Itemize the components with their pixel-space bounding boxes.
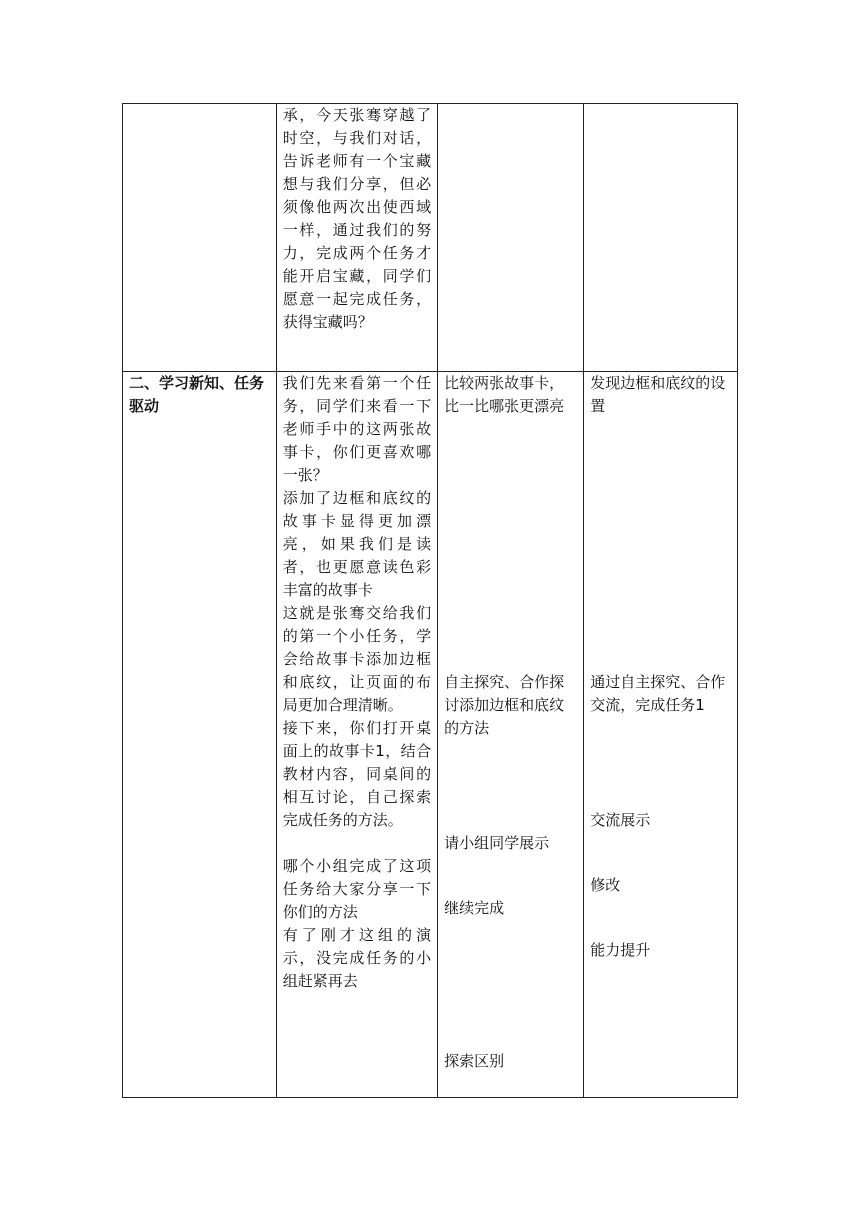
table-row bbox=[123, 104, 738, 372]
teacher-paragraph: 哪个小组完成了这项任务给大家分享一下你们的方法 bbox=[282, 857, 432, 921]
teacher-paragraph: 我们先来看第一个任务，同学们来看一下老师手中的这两张故事卡，你们更喜欢哪一张？ bbox=[282, 374, 432, 484]
lesson-plan-table bbox=[122, 103, 738, 1098]
stage-cell bbox=[123, 372, 277, 1098]
stage-cell bbox=[123, 104, 277, 372]
blank-space bbox=[444, 855, 577, 897]
blank-space bbox=[590, 418, 731, 671]
intent-paragraph: 修改 bbox=[590, 876, 621, 894]
student-activity-cell bbox=[438, 104, 584, 372]
blank-space bbox=[590, 832, 731, 874]
intent-paragraph: 能力提升 bbox=[590, 941, 651, 959]
design-intent-cell bbox=[584, 372, 738, 1098]
blank-space bbox=[590, 897, 731, 939]
blank-space bbox=[444, 920, 577, 1050]
blank-space bbox=[444, 740, 577, 832]
student-paragraph: 请小组同学展示 bbox=[444, 834, 550, 852]
teacher-paragraph: 添加了边框和底纹的故事卡显得更加漂亮，如果我们是读者，也更愿意读色彩丰富的故事卡 bbox=[282, 489, 432, 599]
blank-line bbox=[283, 832, 431, 855]
student-paragraph: 比较两张故事卡，比一比哪张更漂亮 bbox=[444, 374, 565, 415]
design-intent-cell bbox=[584, 104, 738, 372]
teacher-paragraph: 接下来，你们打开桌面上的故事卡1，结合教材内容，同桌间的相互讨论，自己探索完成任务的方法。 bbox=[282, 719, 432, 829]
student-paragraph: 自主探究、合作探讨添加边框和底纹的方法 bbox=[444, 673, 565, 737]
teacher-activity-cell: 承，今天张骞穿越了时空，与我们对话，告诉老师有一个宝藏想与我们分享，但必须像他两次出使西域一样，通过我们的努力，完成两个任务才能开启宝藏，同学们愿意一起完成任务，获得宝藏吗？ bbox=[276, 104, 437, 372]
blank-space bbox=[444, 418, 577, 671]
intent-paragraph: 通过自主探究、合作交流，完成任务1 bbox=[590, 673, 726, 714]
intent-paragraph: 发现边框和底纹的设置 bbox=[590, 374, 726, 415]
intent-paragraph: 交流展示 bbox=[590, 811, 651, 829]
teacher-paragraph: 有了刚才这组的演示，没完成任务的小组赶紧再去 bbox=[282, 926, 432, 990]
blank-space bbox=[590, 717, 731, 809]
teacher-paragraph: 这就是张骞交给我们的第一个小任务，学会给故事卡添加边框和底纹，让页面的布局更加合理清晰。 bbox=[282, 604, 432, 714]
student-paragraph: 继续完成 bbox=[444, 899, 505, 917]
stage-title: 二、学习新知、任务驱动 bbox=[129, 374, 265, 415]
table-row bbox=[123, 372, 738, 1098]
teacher-activity-cell bbox=[276, 372, 437, 1098]
student-paragraph: 探索区别 bbox=[444, 1052, 505, 1070]
student-activity-cell bbox=[438, 372, 584, 1098]
